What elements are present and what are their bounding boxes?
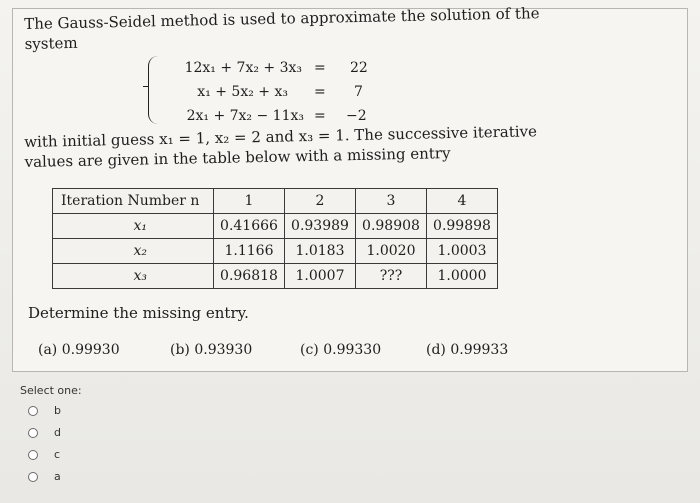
table-cell: 0.98908 [356, 214, 427, 239]
table-header-row [53, 189, 498, 214]
table-header-cell: 3 [356, 189, 427, 214]
equation-3-rhs: −2 [346, 108, 367, 124]
intro-line-2: system [24, 33, 78, 53]
choice-label: c [54, 448, 61, 461]
table-row-label: x₃ [53, 264, 214, 289]
table-header-cell: 4 [427, 189, 498, 214]
system-brace [148, 56, 159, 124]
table-row [53, 264, 498, 289]
equation-3-eq: = [314, 108, 326, 124]
option-a-text: (a) 0.99930 [38, 342, 120, 358]
description-line-1: with initial guess x₁ = 1, x₂ = 2 and x₃ = 1. The successive iterative [24, 122, 538, 151]
table-cell: 1.0007 [285, 264, 356, 289]
question-prompt: Determine the missing entry. [28, 304, 249, 322]
table-row-label: x₁ [53, 214, 214, 239]
equation-1-eq: = [314, 60, 326, 76]
radio-button[interactable] [28, 406, 38, 416]
choice-label: a [54, 470, 61, 483]
table-row-label: x₂ [53, 239, 214, 264]
table-row [53, 214, 498, 239]
radio-button[interactable] [28, 450, 38, 460]
radio-button[interactable] [28, 428, 38, 438]
option-c-text: (c) 0.99330 [300, 342, 382, 358]
intro-line-1: The Gauss-Seidel method is used to approximate the solution of the [24, 4, 540, 33]
equation-1-lhs: 12x₁ + 7x₂ + 3x₃ [184, 60, 302, 76]
iteration-table [52, 188, 498, 289]
description-line-2: values are given in the table below with a missing entry [24, 144, 451, 171]
option-b-text: (b) 0.93930 [170, 342, 253, 358]
table-cell: 0.99898 [427, 214, 498, 239]
table-cell: 0.93989 [285, 214, 356, 239]
table-cell: 0.96818 [214, 264, 285, 289]
table-cell: 0.41666 [214, 214, 285, 239]
equation-1-rhs: 22 [350, 60, 368, 76]
table-header-cell: Iteration Number n [53, 189, 214, 214]
equation-2-lhs: x₁ + 5x₂ + x₃ [197, 84, 288, 100]
choice-label: d [54, 426, 61, 439]
table-header-cell: 1 [214, 189, 285, 214]
equation-3-lhs: 2x₁ + 7x₂ − 11x₃ [186, 108, 304, 124]
table-cell: 1.1166 [214, 239, 285, 264]
table-header-cell: 2 [285, 189, 356, 214]
choice-label: b [54, 404, 61, 417]
table-cell: 1.0003 [427, 239, 498, 264]
table-cell: 1.0000 [427, 264, 498, 289]
radio-button[interactable] [28, 472, 38, 482]
select-one-label: Select one: [20, 384, 82, 397]
table-cell: 1.0020 [356, 239, 427, 264]
equation-2-eq: = [314, 84, 326, 100]
table-row [53, 239, 498, 264]
option-d-text: (d) 0.99933 [426, 342, 509, 358]
missing-entry-cell: ??? [356, 264, 427, 289]
table-cell: 1.0183 [285, 239, 356, 264]
equation-2-rhs: 7 [354, 84, 363, 100]
